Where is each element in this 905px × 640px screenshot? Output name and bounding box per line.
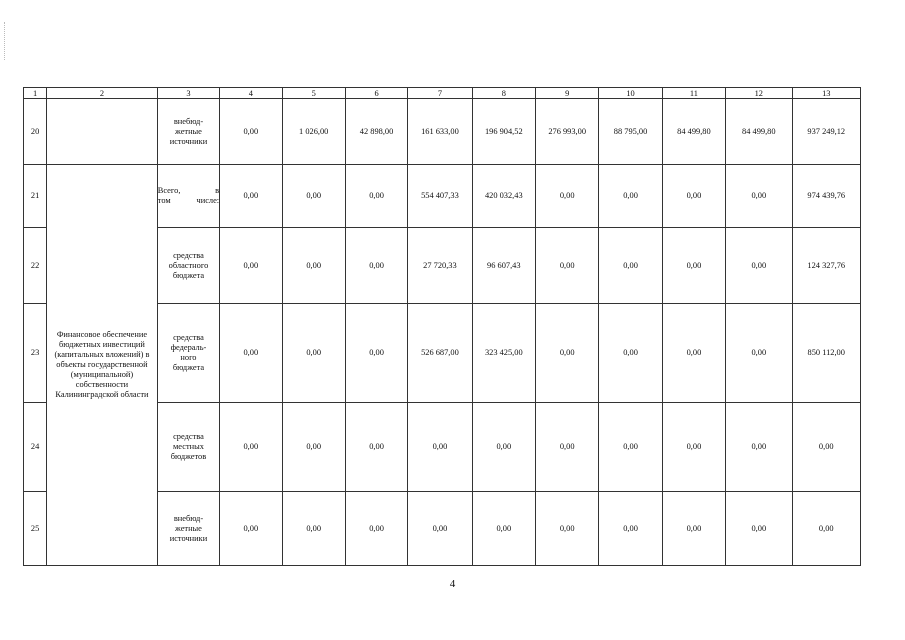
scan-artifact [4, 22, 6, 60]
value-cell: 0,00 [220, 228, 282, 304]
table-row [24, 165, 861, 228]
value-cell: 0,00 [408, 492, 472, 566]
row-number: 25 [24, 492, 47, 566]
empty-label-cell [47, 99, 158, 165]
funding-source: средства федераль- ного бюджета [157, 304, 219, 403]
value-cell: 42 898,00 [345, 99, 407, 165]
value-cell: 0,00 [282, 403, 345, 492]
value-cell: 0,00 [220, 165, 282, 228]
value-cell: 0,00 [345, 228, 407, 304]
value-cell: 850 112,00 [792, 304, 861, 403]
funding-source: Всего, в том числе: [157, 165, 219, 228]
value-cell: 27 720,33 [408, 228, 472, 304]
value-cell: 84 499,80 [662, 99, 725, 165]
value-cell: 0,00 [282, 492, 345, 566]
header-cell: 10 [599, 88, 662, 99]
row-number: 21 [24, 165, 47, 228]
header-cell: 1 [24, 88, 47, 99]
row-number: 22 [24, 228, 47, 304]
header-cell: 2 [47, 88, 158, 99]
value-cell: 0,00 [662, 492, 725, 566]
header-cell: 3 [157, 88, 219, 99]
value-cell: 0,00 [220, 403, 282, 492]
header-cell: 11 [662, 88, 725, 99]
value-cell: 0,00 [535, 304, 598, 403]
financing-label: Финансовое обеспечение бюджетных инвестиций (капитальных вложений) в объекты государственной (муниципальной) собственности Калининградской области [47, 165, 158, 566]
funding-source: внебюд- жетные источники [157, 492, 219, 566]
header-row [24, 88, 861, 99]
header-cell: 12 [726, 88, 792, 99]
value-cell: 0,00 [662, 403, 725, 492]
value-cell: 0,00 [599, 403, 662, 492]
value-cell: 0,00 [726, 228, 792, 304]
value-cell: 0,00 [726, 304, 792, 403]
value-cell: 0,00 [726, 403, 792, 492]
value-cell: 554 407,33 [408, 165, 472, 228]
funding-source: средства местных бюджетов [157, 403, 219, 492]
value-cell: 0,00 [662, 304, 725, 403]
header-cell: 6 [345, 88, 407, 99]
value-cell: 0,00 [220, 492, 282, 566]
value-cell: 0,00 [792, 492, 861, 566]
value-cell: 0,00 [599, 228, 662, 304]
value-cell: 0,00 [408, 403, 472, 492]
row-number: 24 [24, 403, 47, 492]
value-cell: 124 327,76 [792, 228, 861, 304]
value-cell: 0,00 [535, 228, 598, 304]
value-cell: 276 993,00 [535, 99, 598, 165]
value-cell: 0,00 [535, 492, 598, 566]
value-cell: 420 032,43 [472, 165, 535, 228]
value-cell: 937 249,12 [792, 99, 861, 165]
value-cell: 0,00 [535, 165, 598, 228]
row-number: 20 [24, 99, 47, 165]
header-cell: 9 [535, 88, 598, 99]
value-cell: 88 795,00 [599, 99, 662, 165]
value-cell: 0,00 [345, 165, 407, 228]
header-cell: 8 [472, 88, 535, 99]
value-cell: 84 499,80 [726, 99, 792, 165]
value-cell: 0,00 [726, 492, 792, 566]
value-cell: 0,00 [472, 492, 535, 566]
value-cell: 0,00 [726, 165, 792, 228]
value-cell: 0,00 [599, 492, 662, 566]
value-cell: 161 633,00 [408, 99, 472, 165]
value-cell: 0,00 [282, 165, 345, 228]
value-cell: 1 026,00 [282, 99, 345, 165]
funding-source: средства областного бюджета [157, 228, 219, 304]
budget-table [23, 87, 861, 566]
value-cell: 0,00 [282, 304, 345, 403]
value-cell: 96 607,43 [472, 228, 535, 304]
page-number: 4 [449, 578, 456, 590]
value-cell: 0,00 [792, 403, 861, 492]
row-number: 23 [24, 304, 47, 403]
value-cell: 0,00 [345, 492, 407, 566]
value-cell: 0,00 [345, 304, 407, 403]
value-cell: 196 904,52 [472, 99, 535, 165]
funding-source: внебюд- жетные источники [157, 99, 219, 165]
value-cell: 0,00 [535, 403, 598, 492]
value-cell: 0,00 [472, 403, 535, 492]
header-cell: 7 [408, 88, 472, 99]
header-cell: 13 [792, 88, 861, 99]
value-cell: 0,00 [599, 165, 662, 228]
value-cell: 0,00 [662, 165, 725, 228]
value-cell: 0,00 [220, 99, 282, 165]
value-cell: 0,00 [345, 403, 407, 492]
header-cell: 5 [282, 88, 345, 99]
value-cell: 0,00 [662, 228, 725, 304]
value-cell: 0,00 [282, 228, 345, 304]
value-cell: 0,00 [599, 304, 662, 403]
value-cell: 0,00 [220, 304, 282, 403]
value-cell: 974 439,76 [792, 165, 861, 228]
header-cell: 4 [220, 88, 282, 99]
value-cell: 323 425,00 [472, 304, 535, 403]
value-cell: 526 687,00 [408, 304, 472, 403]
table-row [24, 99, 861, 165]
